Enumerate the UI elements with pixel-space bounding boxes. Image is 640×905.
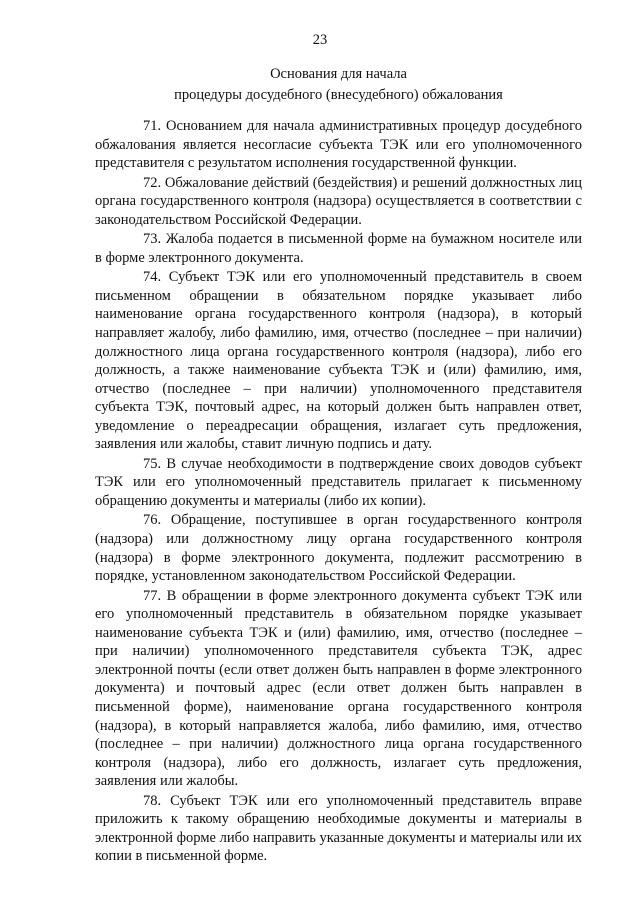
document-body — [95, 117, 582, 867]
paragraph-72: 72. Обжалование действий (бездействия) и решений должностных лиц органа государственного контроля (надзора) осуществляется в соответствии с законодательством Российской Федерации. — [95, 174, 582, 228]
paragraph-77: 77. В обращении в форме электронного документа субъект ТЭК или его уполномоченный представитель в обязательном порядке указывает наименование субъекта ТЭК и (или) фамилию, имя, отчество (последнее – при наличии) уполномоченного представителя субъекта ТЭК, адрес электронной почты (если ответ должен быть направлен в форме электронного документа) и почтовый адрес (если ответ должен быть направлен в письменной форме), наименование органа государственного контроля (надзора), в который направляется жалоба, либо фамилию, имя, отчество (последнее – при наличии) должностного лица органа государственного контроля (надзора), либо его должность, излагает суть предложения, заявления или жалобы. — [95, 587, 582, 790]
page-number: 23 — [312, 32, 328, 48]
paragraph-75: 75. В случае необходимости в подтверждение своих доводов субъект ТЭК или его уполномоченный представитель прилагает к письменному обращению документы и материалы (либо их копии). — [95, 455, 582, 509]
paragraph-73: 73. Жалоба подается в письменной форме на бумажном носителе или в форме электронного документа. — [95, 231, 582, 266]
paragraph-71: 71. Основанием для начала административных процедур досудебного обжалования является несогласие субъекта ТЭК или его уполномоченного представителя с результатом исполнения государственной функции. — [95, 118, 582, 172]
paragraph-74: 74. Субъект ТЭК или его уполномоченный представитель в своем письменном обращении в обязательном порядке указывает либо наименование органа государственного контроля (надзора), в который направляет жалобу, либо фамилию, имя, отчество (последнее – при наличии) должностного лица органа государственного контроля (надзора), либо его должность, а также наименование субъекта ТЭК и (или) фамилию, имя, отчество (последнее – при наличии) уполномоченного представителя субъекта ТЭК, почтовый адрес, на который должен быть направлен ответ, уведомление о переадресации обращения, излагает суть предложения, заявления или жалобы, ставит личную подпись и дату. — [95, 269, 582, 453]
section-heading — [95, 64, 582, 106]
section-heading-line-2: процедуры досудебного (внесудебного) обжалования — [174, 87, 503, 103]
paragraph-76: 76. Обращение, поступившее в орган государственного контроля (надзора) или должностному лицу органа государственного контроля (надзора) в форме электронного документа, подлежит рассмотрению в порядке, установленном законодательством Российской Федерации. — [95, 512, 582, 585]
section-heading-line-1: Основания для начала — [270, 66, 407, 82]
paragraph-78: 78. Субъект ТЭК или его уполномоченный представитель вправе приложить к такому обращению необходимые документы и материалы в электронной форме либо направить указанные документы и материалы или их копии в письменной форме. — [95, 792, 582, 865]
